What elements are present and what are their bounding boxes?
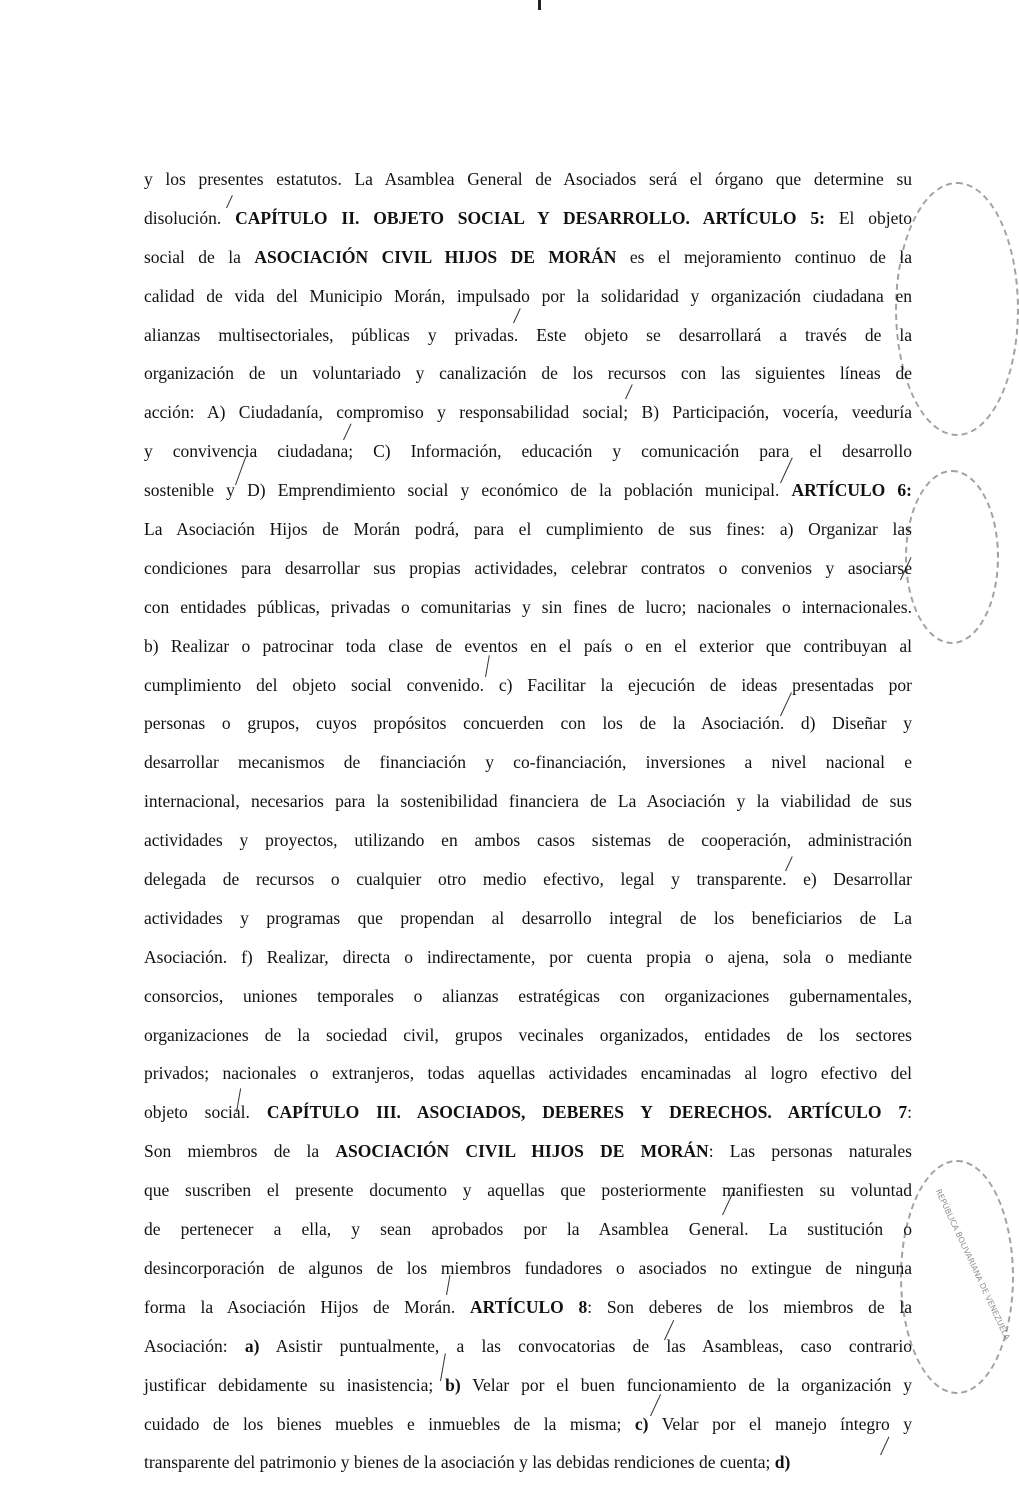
text-line: disolución. CAPÍTULO II. OBJETO SOCIAL Y DESARROLLO. ARTÍCULO 5: El objeto [144,207,912,228]
text-line: cuidado de los bienes muebles e inmuebles de la misma; c) Velar por el manejo íntegro y [144,1413,912,1434]
text-line: y convivencia ciudadana; C) Información, educación y comunicación para el desarrollo [144,441,912,462]
text-line: privados; nacionales o extranjeros, todas aquellas actividades encaminadas al logro efectivo del [144,1063,912,1084]
text-line: que suscriben el presente documento y aquellas que posteriormente manifiesten su voluntad [144,1180,912,1201]
text-line: delegada de recursos o cualquier otro medio efectivo, legal y transparente. e) Desarrollar [144,869,912,890]
text-line: sostenible y D) Emprendimiento social y económico de la población municipal. ARTÍCULO 6: [144,480,912,501]
text-line: acción: A) Ciudadanía, compromiso y responsabilidad social; B) Participación, vocería, veeduría [144,402,912,423]
text-line: justificar debidamente su inasistencia; b) Velar por el buen funcionamiento de la organización y [144,1374,912,1395]
text-line: personas o grupos, cuyos propósitos concuerden con los de la Asociación. d) Diseñar y [144,713,912,734]
text-line: con entidades públicas, privadas o comunitarias y sin fines de lucro; nacionales o internacionales. [144,596,912,617]
text-line: desarrollar mecanismos de financiación y co-financiación, inversiones a nivel nacional e [144,752,912,773]
text-line: Asociación. f) Realizar, directa o indirectamente, por cuenta propia o ajena, sola o mediante [144,946,912,967]
text-line: b) Realizar o patrocinar toda clase de eventos en el país o en el exterior que contribuyan al [144,635,912,656]
document-body [144,160,912,1482]
seal-stamp-middle [905,470,999,644]
text-line: La Asociación Hijos de Morán podrá, para el cumplimiento de sus fines: a) Organizar las [144,519,912,540]
text-line: cumplimiento del objeto social convenido. c) Facilitar la ejecución de ideas presentadas por [144,674,912,695]
text-line: y los presentes estatutos. La Asamblea General de Asociados será el órgano que determine su [144,169,912,189]
text-line: organización de un voluntariado y canalización de los recursos con las siguientes líneas de [144,363,912,384]
seal-stamp-top [895,182,1019,436]
text-line: actividades y proyectos, utilizando en ambos casos sistemas de cooperación, administración [144,830,912,851]
seal-stamp-bottom [900,1160,1014,1394]
text-line: de pertenecer a ella, y sean aprobados por la Asamblea General. La sustitución o [144,1219,912,1240]
text-line: objeto social. CAPÍTULO III. ASOCIADOS, DEBERES Y DERECHOS. ARTÍCULO 7: [144,1102,913,1123]
text-line: transparente del patrimonio y bienes de la asociación y las debidas rendiciones de cuenta; d) [144,1452,791,1473]
text-line: calidad de vida del Municipio Morán, impulsado por la solidaridad y organización ciudadana en [144,285,912,306]
text-line: consorcios, uniones temporales o alianzas estratégicas con organizaciones gubernamentales, [144,985,912,1006]
text-line: desincorporación de algunos de los miembros fundadores o asociados no extingue de ninguna [144,1257,912,1278]
text-line: organizaciones de la sociedad civil, grupos vecinales organizados, entidades de los sectores [144,1024,912,1045]
seal-stamp-text: REPÚBLICA BOLIVARIANA DE VENEZUELA [933,1187,1012,1342]
text-line: Asociación: a) Asistir puntualmente, a las convocatorias de las Asambleas, caso contrario [144,1335,912,1356]
text-line: condiciones para desarrollar sus propias actividades, celebrar contratos o convenios y asociarse [144,557,912,578]
text-line: Son miembros de la ASOCIACIÓN CIVIL HIJOS DE MORÁN: Las personas naturales [144,1141,912,1162]
text-line: alianzas multisectoriales, públicas y privadas. Este objeto se desarrollará a través de la [144,324,912,345]
page-top-mark [538,0,541,10]
text-line: actividades y programas que propendan al desarrollo integral de los beneficiarios de La [144,907,912,928]
text-line: social de la ASOCIACIÓN CIVIL HIJOS DE MORÁN es el mejoramiento continuo de la [144,246,913,267]
text-line: internacional, necesarios para la sostenibilidad financiera de La Asociación y la viabilidad de sus [144,791,912,812]
text-line: forma la Asociación Hijos de Morán. ARTÍCULO 8: Son deberes de los miembros de la [144,1296,912,1317]
